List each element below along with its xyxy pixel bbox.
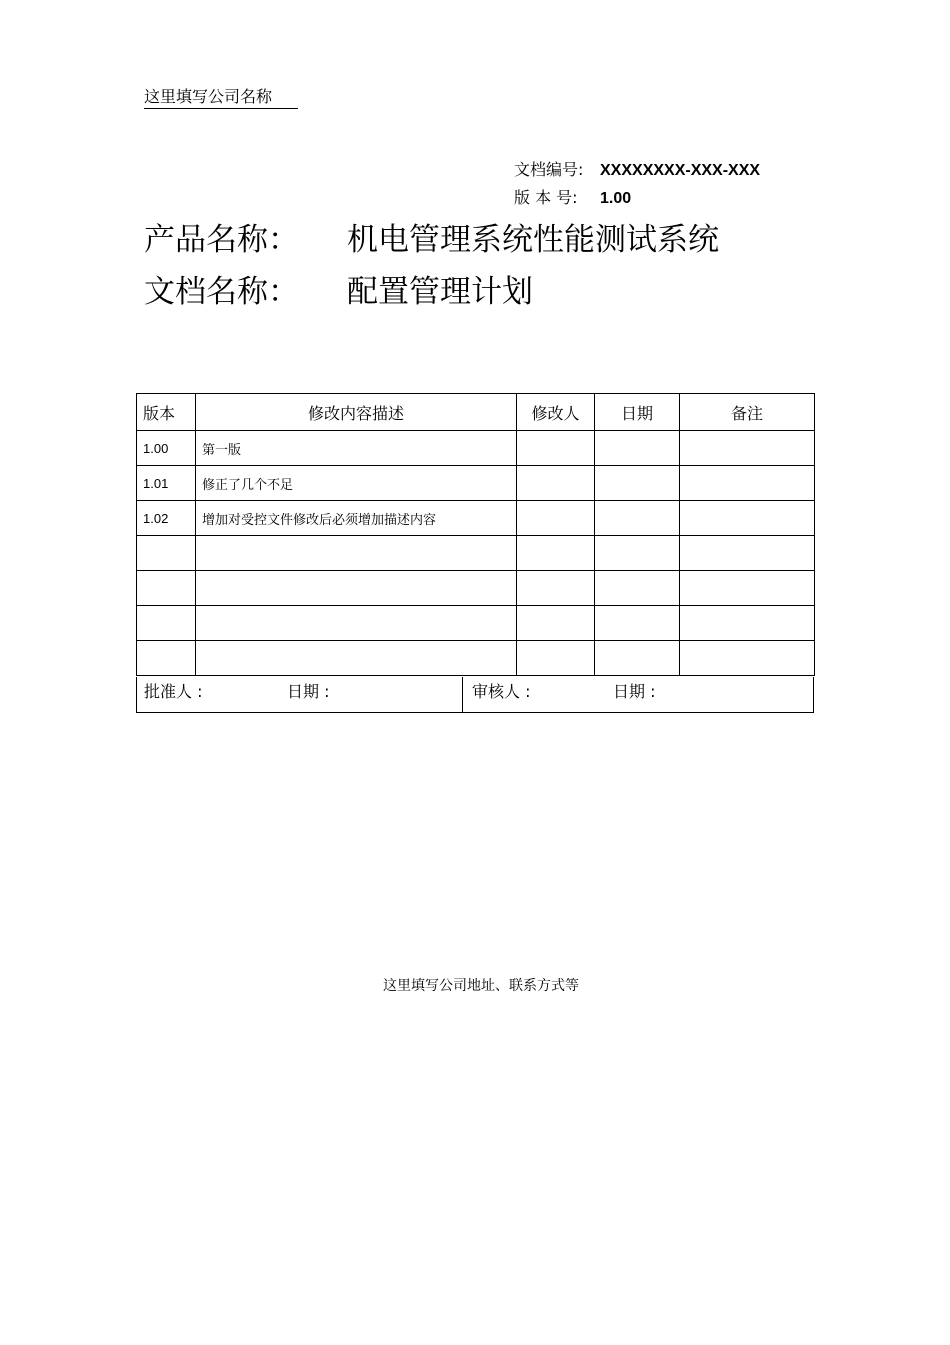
document-title xyxy=(144,274,533,310)
column-header: 修改内容描述 xyxy=(196,394,517,431)
table-cell: 增加对受控文件修改后必须增加描述内容 xyxy=(196,501,517,536)
table-cell xyxy=(196,641,517,676)
table-cell xyxy=(196,536,517,571)
table-header-row xyxy=(137,394,815,431)
document-title-value: 配置管理计划 xyxy=(347,274,533,310)
reviewer-label: 审核人 : xyxy=(472,682,531,701)
table-cell xyxy=(517,431,595,466)
table-cell xyxy=(517,466,595,501)
table-cell xyxy=(517,641,595,676)
table-cell xyxy=(137,571,196,606)
table-cell: 修正了几个不足 xyxy=(196,466,517,501)
version-label: 版 本 号: xyxy=(514,188,578,207)
table-row xyxy=(137,606,815,641)
table-row xyxy=(137,571,815,606)
revision-history-table xyxy=(136,393,815,676)
table-cell xyxy=(517,571,595,606)
doc-number-row xyxy=(514,160,760,188)
table-row xyxy=(137,431,815,466)
doc-number-value: XXXXXXXX-XXX-XXX xyxy=(600,162,761,179)
reviewer-date-label: 日期 : xyxy=(613,682,656,701)
product-title-label: 产品名称： xyxy=(144,222,299,258)
version-row xyxy=(514,188,760,216)
product-title-value: 机电管理系统性能测试系统 xyxy=(347,222,719,258)
table-cell xyxy=(137,606,196,641)
table-cell xyxy=(680,641,815,676)
table-cell: 第一版 xyxy=(196,431,517,466)
table-cell xyxy=(137,536,196,571)
company-name: 这里填写公司名称 xyxy=(144,86,298,109)
table-cell xyxy=(595,536,680,571)
product-title xyxy=(144,222,719,258)
approver-date-label: 日期 : xyxy=(287,682,330,701)
approval-row xyxy=(136,677,814,713)
table-cell xyxy=(680,606,815,641)
table-cell xyxy=(680,501,815,536)
table-cell xyxy=(680,571,815,606)
column-header: 备注 xyxy=(680,394,815,431)
column-header: 版本 xyxy=(137,394,196,431)
reviewer-cell xyxy=(463,677,813,712)
table-cell: 1.00 xyxy=(137,431,196,466)
table-cell xyxy=(137,641,196,676)
document-meta xyxy=(514,160,760,216)
table-cell xyxy=(196,571,517,606)
table-row xyxy=(137,641,815,676)
table-cell xyxy=(517,536,595,571)
table-cell xyxy=(595,431,680,466)
table-cell xyxy=(595,606,680,641)
approver-label: 批准人 : xyxy=(144,682,203,701)
table-cell xyxy=(517,501,595,536)
column-header: 修改人 xyxy=(517,394,595,431)
table-cell xyxy=(595,501,680,536)
table-cell xyxy=(196,606,517,641)
table-row xyxy=(137,501,815,536)
table-cell xyxy=(517,606,595,641)
approver-cell xyxy=(137,677,463,712)
table-cell xyxy=(595,641,680,676)
document-title-label: 文档名称： xyxy=(144,274,299,310)
table-cell xyxy=(680,536,815,571)
table-cell xyxy=(595,571,680,606)
table-cell: 1.02 xyxy=(137,501,196,536)
column-header: 日期 xyxy=(595,394,680,431)
footer-contact-text: 这里填写公司地址、联系方式等 xyxy=(383,978,579,994)
table-row xyxy=(137,466,815,501)
table-cell xyxy=(680,431,815,466)
doc-number-label: 文档编号: xyxy=(514,160,584,179)
table-cell xyxy=(595,466,680,501)
table-cell xyxy=(680,466,815,501)
version-value: 1.00 xyxy=(600,190,632,207)
table-cell: 1.01 xyxy=(137,466,196,501)
table-row xyxy=(137,536,815,571)
